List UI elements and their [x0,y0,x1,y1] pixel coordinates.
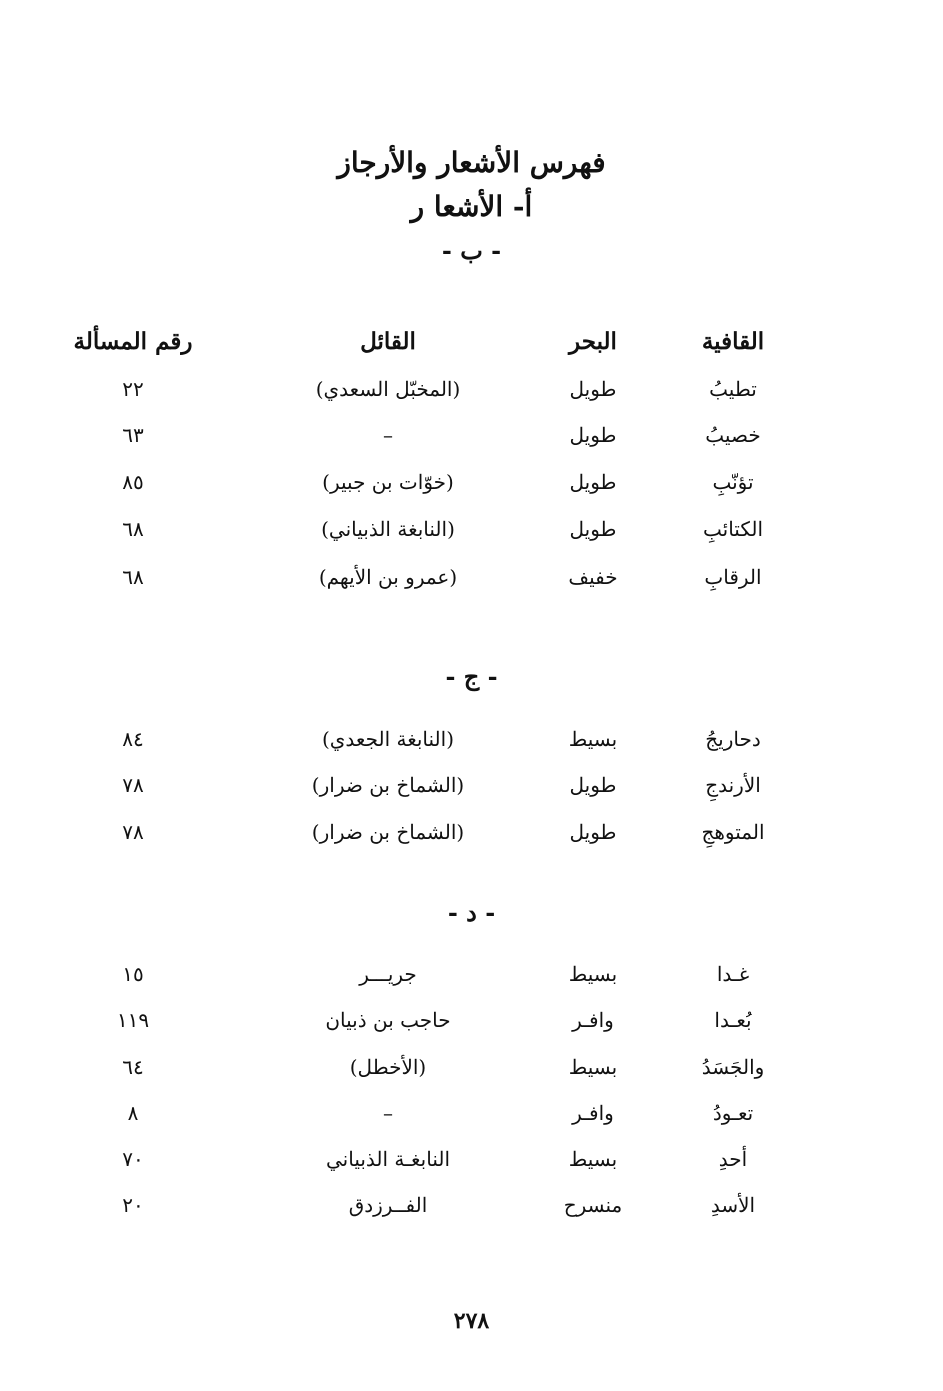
page-number: ٢٧٨ [453,1308,490,1334]
meter-cell: طويل [569,773,617,797]
rhyme-cell: خصيبُ [705,423,761,447]
poet-cell: (عمرو بن الأيهم) [318,565,458,589]
meter-cell: وافـر [572,1101,614,1125]
rhyme-cell: تؤنّبِ [712,470,754,494]
meter-cell: طويل [569,517,617,541]
rhyme-cell: الرقابِ [704,565,762,589]
meter-cell: بسيط [568,1147,618,1171]
index-title: فهرس الأشعار والأرجاز [337,146,606,179]
poet-cell: (الشماخ بن ضرار) [311,820,465,844]
rhyme-cell: بُعـدا [714,1008,752,1032]
rhyme-cell: دحاريجُ [705,727,761,751]
header-poet: القائل [360,328,416,355]
header-rhyme: القافية [701,328,765,355]
rhyme-cell: غـدا [716,962,750,986]
number-cell: ٢٠ [122,1193,144,1217]
meter-cell: بسيط [568,962,618,986]
rhyme-cell: تطيبُ [709,377,757,401]
number-cell: ٨٤ [122,727,144,751]
meter-cell: بسيط [568,1055,618,1079]
number-cell: ٧٨ [122,773,144,797]
header-number: رقم المسألة [73,328,193,355]
meter-cell: خفيف [568,565,618,589]
rhyme-cell: المتوهجِ [701,820,765,844]
header-meter: البحر [569,328,617,355]
number-cell: ٧٨ [122,820,144,844]
poet-cell: (المخبّل السعدي) [315,377,461,401]
poet-cell: (الأخطل) [349,1055,427,1079]
number-cell: ٨ [127,1101,139,1125]
poet-cell: (الشماخ بن ضرار) [311,773,465,797]
meter-cell: منسرح [563,1193,623,1217]
number-cell: ٦٤ [122,1055,144,1079]
poet-cell: – [383,423,393,447]
number-cell: ٨٥ [122,470,144,494]
meter-cell: طويل [569,377,617,401]
number-cell: ٧٠ [122,1147,144,1171]
rhyme-cell: الأسدِ [710,1193,756,1217]
section-letter: - ج - [445,662,498,691]
section-letter: - د - [447,898,496,927]
number-cell: ٦٣ [122,423,144,447]
number-cell: ٢٢ [122,377,144,401]
index-subtitle: أ- الأشعا ر [410,190,533,223]
number-cell: ٦٨ [122,517,144,541]
poet-cell: جريـــر [359,962,417,986]
meter-cell: بسيط [568,727,618,751]
number-cell: ٦٨ [122,565,144,589]
meter-cell: طويل [569,470,617,494]
rhyme-cell: الكتائبِ [702,517,764,541]
poet-cell: (النابغة الجعدي) [321,727,455,751]
rhyme-cell: الأرندجِ [705,773,761,797]
poet-cell: حاجب بن ذبيان [325,1008,451,1032]
number-cell: ١١٩ [116,1008,150,1032]
poet-cell: (خوّات بن جبير) [322,470,454,494]
number-cell: ١٥ [122,962,144,986]
meter-cell: وافـر [572,1008,614,1032]
rhyme-cell: تعـودُ [712,1101,754,1125]
poet-cell: – [383,1101,393,1125]
poet-cell: النابغـة الذبياني [325,1147,450,1171]
rhyme-cell: والجَسَدُ [701,1055,765,1079]
meter-cell: طويل [569,820,617,844]
poet-cell: الفــرزدق [348,1193,428,1217]
section-letter: - ب - [441,236,502,265]
poet-cell: (النابغة الذبياني) [321,517,455,541]
rhyme-cell: أحدِ [718,1147,748,1171]
meter-cell: طويل [569,423,617,447]
